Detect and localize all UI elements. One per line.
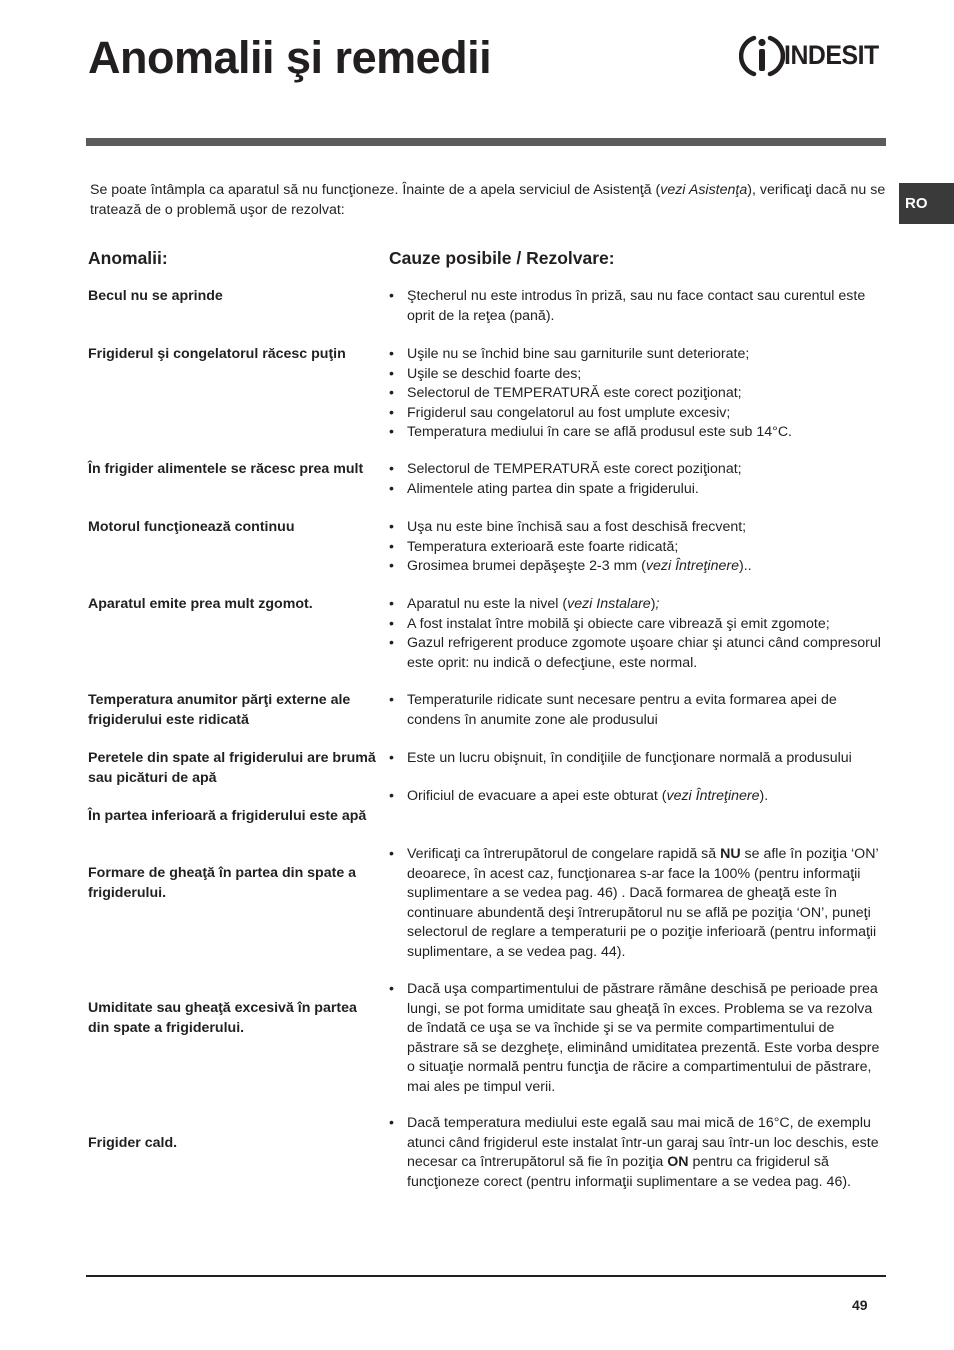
- intro-text-end: ), verificaţi dacă nu se tratează de o problemă uşor de rezolvat:: [90, 182, 886, 218]
- cause-text: Uşile nu se închid bine sau garniturile sunt deteriorate;: [407, 346, 750, 362]
- cause-reference: vezi Instalare: [567, 596, 651, 612]
- cause-emphasis: NU: [720, 846, 741, 862]
- cause-list: [389, 691, 889, 730]
- language-tab: RO: [899, 183, 954, 224]
- brand-i-icon: [739, 33, 785, 79]
- problem-label: Umiditate sau gheaţă excesivă în partea din spate a frigiderului.: [88, 1000, 357, 1036]
- intro-text-start: Se poate întâmpla ca aparatul să nu funcţioneze. Înainte de a apela serviciul de Asistenţă (: [90, 182, 661, 198]
- cause-text: Orificiul de evacuare a apei este obturat (: [407, 788, 667, 804]
- cause-item: [389, 460, 889, 480]
- cause-item: [389, 980, 889, 1097]
- cause-list: [389, 287, 889, 326]
- cause-reference: vezi Întreţinere: [666, 788, 760, 804]
- cause-item: [389, 557, 889, 577]
- cause-text: Uşile se deschid foarte des;: [407, 365, 582, 382]
- cause-list: [389, 518, 889, 577]
- cause-list: [389, 460, 889, 499]
- cause-item: [389, 538, 889, 558]
- cause-text: Uşa nu este bine închisă sau a fost deschisă frecvent;: [407, 519, 747, 535]
- cause-text: ): [650, 596, 656, 612]
- cause-list: [389, 1114, 889, 1192]
- header-divider: [86, 138, 886, 146]
- cause-text: se afle în poziţia ‘ON’ deoarece, în acest caz, funcţionarea s-ar face la 100% (pentru informaţii suplimentare a se vedea pag. 46) . Dacă formarea de gheaţă este în continuare abundentă deşi întrerupătorul nu se află pe poziţia ‘ON’, puneţi selectorul de reglare a temperaturii pe o poziţie inferioară (pentru informaţii suplimentare, a se vedea pag. 44).: [407, 846, 879, 960]
- problems-column-heading: Anomalii:: [88, 248, 168, 268]
- cause-item: [389, 691, 889, 730]
- intro-paragraph: [90, 181, 905, 220]
- cause-list: [389, 845, 889, 962]
- cause-text: Dacă uşa compartimentului de păstrare rămâne deschisă pe perioade prea lungi, se pot forma umiditate sau gheaţă în exces. Problema se va rezolva de îndată ce uşa se va închide şi se va permite compartimentului de păstrare să se dezgheţe, eliminând umiditatea prezentă. Este vorba despre o situaţie normală pentru funcţia de răcire a compartimentului de păstrare, mai ales pe timpul verii.: [407, 981, 880, 1095]
- cause-emphasis: ON: [667, 1154, 689, 1170]
- cause-item: [389, 845, 889, 962]
- cause-list: [389, 345, 889, 443]
- problem-label: Frigider cald.: [88, 1135, 178, 1151]
- cause-item: [389, 404, 889, 424]
- cause-item: [389, 345, 889, 365]
- problem-label: Formare de gheaţă în partea din spate a frigiderului.: [88, 865, 357, 901]
- cause-text: Dacă temperatura mediului este egală sau mai mică de 16°C, de exemplu atunci când frigiderul este instalat într-un garaj sau într-un loc deschis, este necesar ca întrerupătorul să fie în poziţia: [407, 1115, 879, 1170]
- problem-label: În partea inferioară a frigiderului este apă: [88, 808, 367, 824]
- cause-item: [389, 365, 889, 385]
- footer-divider: [86, 1275, 886, 1277]
- cause-text: Frigiderul sau congelatorul au fost umplute excesiv;: [407, 404, 731, 421]
- cause-text: Alimentele ating partea din spate a frigiderului.: [407, 480, 699, 497]
- cause-text: A fost instalat între mobilă şi obiecte care vibrează şi emit zgomote;: [407, 615, 830, 632]
- cause-list: [389, 749, 889, 769]
- cause-text: pentru ca frigiderul să funcţioneze corect (pentru informaţii suplimentare a se vedea pag. 46).: [407, 1154, 851, 1190]
- cause-item: [389, 749, 889, 769]
- page-title: Anomalii şi remedii: [88, 32, 492, 83]
- problem-label: Becul nu se aprinde: [88, 288, 223, 304]
- cause-item: [389, 518, 889, 538]
- cause-text: Temperatura mediului în care se află produsul este sub 14°C.: [407, 424, 793, 440]
- cause-text: ).: [759, 788, 769, 804]
- brand-name: INDESIT: [784, 40, 879, 70]
- cause-text: Selectorul de TEMPERATURĂ este corect poziţionat;: [407, 461, 742, 477]
- problem-label: Motorul funcţionează continuu: [88, 519, 295, 535]
- cause-text: Grosimea brumei depăşeşte 2-3 mm (: [407, 558, 646, 574]
- page-number: 49: [852, 1297, 868, 1313]
- problem-label: În frigider alimentele se răcesc prea mult: [88, 461, 364, 477]
- cause-text: Ştecherul nu este introdus în priză, sau nu face contact sau curentul este oprit de la reţea (pană).: [407, 288, 866, 324]
- cause-reference: ;: [655, 596, 660, 612]
- cause-text: Selectorul de TEMPERATURĂ este corect poziţionat;: [407, 385, 742, 401]
- intro-reference: vezi Asistenţa: [660, 182, 748, 198]
- problem-label: Temperatura anumitor părţi externe ale frigiderului este ridicată: [88, 692, 351, 728]
- cause-list: [389, 595, 889, 673]
- cause-item: [389, 787, 889, 807]
- cause-reference: vezi Întreţinere: [645, 558, 739, 574]
- cause-item: [389, 595, 889, 615]
- cause-text: Gazul refrigerent produce zgomote uşoare chiar şi atunci când compresorul este oprit: nu indică o defecţiune, este normal.: [407, 635, 881, 671]
- cause-item: [389, 287, 889, 326]
- cause-text: Temperatura exterioară este foarte ridicată;: [407, 538, 679, 555]
- cause-list: [389, 980, 889, 1097]
- cause-text: Este un lucru obişnuit, în condiţiile de funcţionare normală a produsului: [407, 750, 852, 766]
- cause-list: [389, 787, 889, 807]
- cause-item: [389, 634, 889, 673]
- cause-item: [389, 1114, 889, 1192]
- cause-item: [389, 384, 889, 404]
- cause-text: Aparatul nu este la nivel (: [407, 596, 568, 612]
- problem-label: Frigiderul şi congelatorul răcesc puţin: [88, 346, 346, 362]
- cause-text: )..: [738, 558, 752, 574]
- problem-label: Peretele din spate al frigiderului are brumă sau picături de apă: [88, 750, 376, 786]
- cause-item: [389, 615, 889, 635]
- cause-text: Verificaţi ca întrerupătorul de congelare rapidă să: [407, 846, 721, 862]
- cause-text: Temperaturile ridicate sunt necesare pentru a evita formarea apei de condens în anumite zone ale produsului: [407, 692, 837, 728]
- cause-item: [389, 423, 889, 443]
- cause-item: [389, 480, 889, 500]
- problem-label: Aparatul emite prea mult zgomot.: [88, 596, 313, 612]
- causes-column-heading: Cauze posibile / Rezolvare:: [389, 248, 615, 268]
- indesit-logo: [739, 33, 901, 79]
